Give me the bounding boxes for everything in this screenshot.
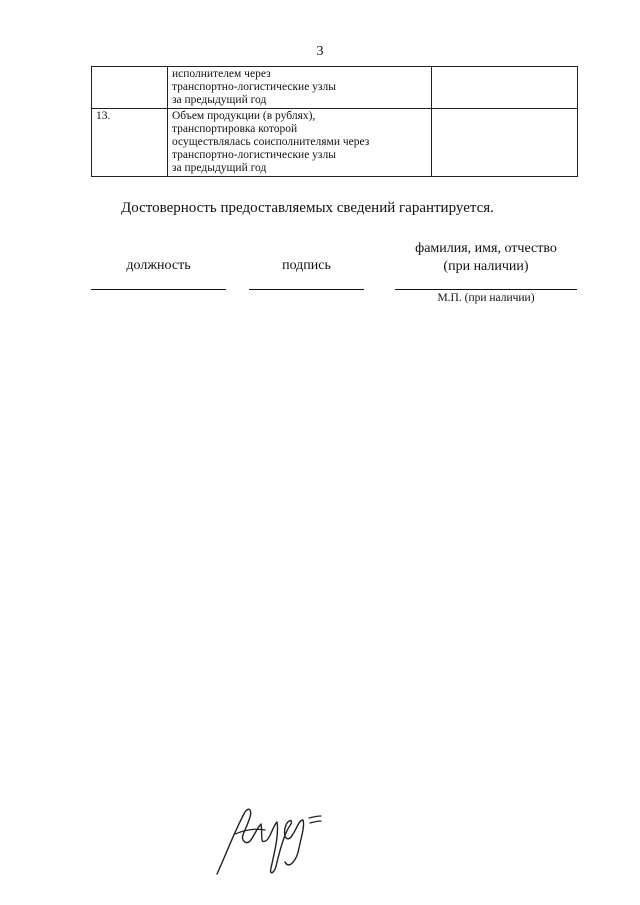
table-row (92, 109, 578, 177)
indicator-text-line: исполнителем через (172, 68, 271, 80)
value-cell (432, 67, 578, 109)
page-number: 3 (316, 44, 324, 59)
full-name-underline (395, 289, 577, 290)
guarantee-statement: Достоверность предоставляемых сведений гарантируется. (121, 200, 494, 216)
indicator-text-line: Объем продукции (в рублях), (172, 110, 316, 122)
value-cell (432, 109, 578, 177)
full-name-label-line-1: фамилия, имя, отчество (415, 241, 557, 256)
indicator-text-line: за предыдущий год (172, 162, 267, 174)
indicator-text-line: транспортно-логистические узлы (172, 149, 336, 161)
signature-mark-icon (205, 790, 325, 880)
indicator-text-line: транспортно-логистические узлы (172, 81, 336, 93)
indicator-text-line: транспортировка которой (172, 123, 298, 135)
position-underline (91, 289, 226, 290)
signature-underline (249, 289, 364, 290)
table-body (92, 67, 578, 177)
signature-label: подпись (282, 258, 331, 273)
indicator-name-cell (168, 109, 432, 177)
full-name-label-line-2: (при наличии) (443, 259, 529, 274)
stamp-note: М.П. (при наличии) (437, 292, 535, 304)
indicator-text-line: за предыдущий год (172, 94, 267, 106)
indicator-name-cell (168, 67, 432, 109)
row-number-cell (92, 67, 168, 109)
indicator-text-line: осуществлялась соисполнителями через (172, 136, 370, 148)
row-number-cell: 13. (92, 109, 168, 177)
full-name-label (395, 240, 577, 276)
data-table (91, 66, 578, 177)
position-label: должность (126, 258, 191, 273)
table-row (92, 67, 578, 109)
